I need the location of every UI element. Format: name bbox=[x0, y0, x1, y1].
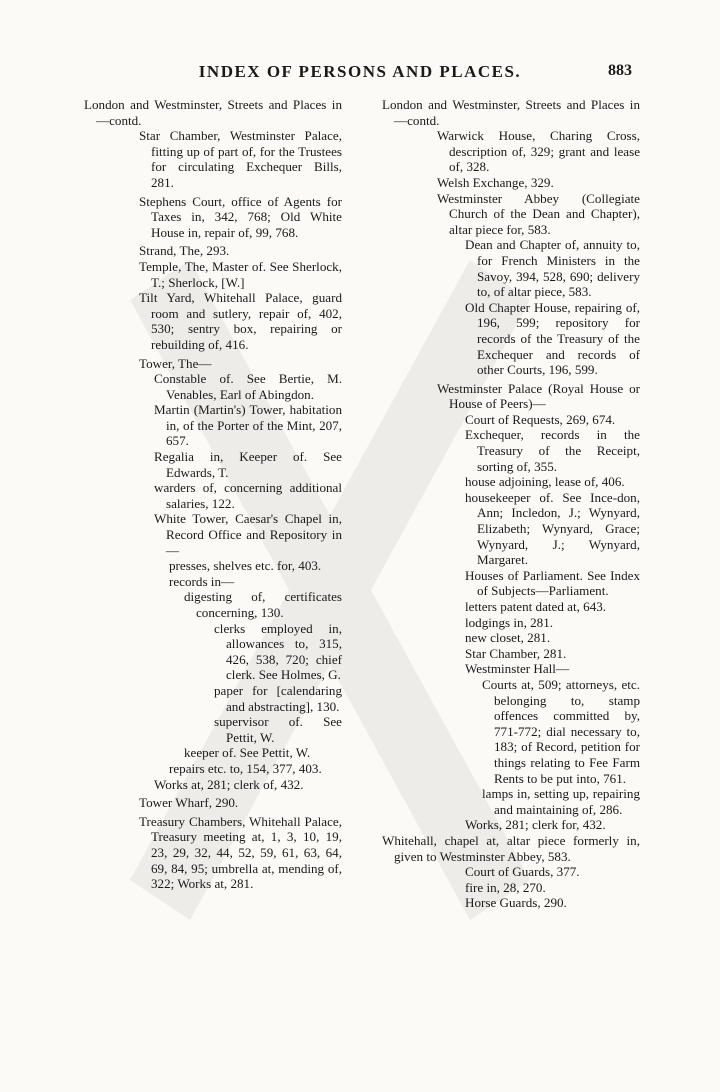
index-entry: London and Westminster, Streets and Places in—contd. bbox=[84, 97, 342, 128]
index-entry: warders of, concerning additional salaries, 122. bbox=[154, 480, 342, 511]
index-entry: Warwick House, Charing Cross, description of, 329; grant and lease of, 328. bbox=[437, 128, 640, 175]
index-entry: Exchequer, records in the Treasury of the Receipt, sorting of, 355. bbox=[465, 427, 640, 474]
index-entry: lamps in, setting up, repairing and maintaining of, 286. bbox=[482, 786, 640, 817]
index-entry: Strand, The, 293. bbox=[139, 243, 230, 259]
index-entry: Houses of Parliament. See Index of Subjects—Parliament. bbox=[465, 567, 640, 599]
index-entry: Horse Guards, 290. bbox=[465, 895, 567, 911]
index-entry: keeper of. See Pettit, W. bbox=[184, 745, 311, 761]
index-entry: housekeeper of. See Ince-don, Ann; Incledon, J.; Wynyard, Elizabeth; Wynyard, Grace; Wynyard, J.; Wynyard, Margaret. bbox=[465, 489, 640, 568]
index-entry: Whitehall, chapel at, altar piece formerly in, given to Westminster Abbey, 583. bbox=[382, 832, 640, 864]
index-entry: paper for [calendaring and abstracting], 130. bbox=[214, 682, 342, 714]
index-entry: lodgings in, 281. bbox=[465, 614, 554, 630]
index-entry: Stephens Court, office of Agents for Taxes in, 342, 768; Old White House in, repair of, 99, 768. bbox=[139, 193, 342, 240]
index-entry: London and Westminster, Streets and Places in—contd. bbox=[382, 97, 640, 128]
index-entry: supervisor of. See Pettit, W. bbox=[214, 714, 342, 745]
index-entry: Star Chamber, 281. bbox=[465, 645, 567, 661]
index-entry: new closet, 281. bbox=[465, 630, 551, 646]
index-entry: Regalia in, Keeper of. See Edwards, T. bbox=[154, 449, 342, 480]
index-entry: records in— bbox=[169, 573, 235, 589]
index-column-right bbox=[382, 97, 640, 911]
index-entry: Star Chamber, Westminster Palace, fitting up of part of, for the Trustees for circulating Exchequer Bills, 281. bbox=[139, 128, 342, 190]
index-entry: Welsh Exchange, 329. bbox=[437, 174, 554, 190]
index-entry: Dean and Chapter of, annuity to, for French Ministers in the Savoy, 394, 528, 690; delivery to, of altar piece, 583. bbox=[465, 237, 640, 300]
index-entry: White Tower, Caesar's Chapel in, Record Office and Repository in— bbox=[154, 511, 342, 558]
index-entry: Temple, The, Master of. See Sherlock, T.; Sherlock, [W.] bbox=[139, 258, 342, 290]
index-entry: Treasury Chambers, Whitehall Palace, Treasury meeting at, 1, 3, 10, 19, 23, 29, 32, 44, 52, 59, 61, 63, 64, 69, 84, 95; umbrella at, mending of, 322; Works at, 281. bbox=[139, 813, 342, 892]
index-column-left bbox=[84, 97, 342, 892]
index-entry: letters patent dated at, 643. bbox=[465, 599, 607, 614]
index-entry: Court of Guards, 377. bbox=[465, 864, 580, 880]
index-entry: Westminster Hall— bbox=[465, 661, 570, 677]
index-entry: Martin (Martin's) Tower, habitation in, of the Porter of the Mint, 207, 657. bbox=[154, 402, 342, 449]
index-entry: clerks employed in, allowances to, 315, 426, 538, 720; chief clerk. See Holmes, G. bbox=[214, 620, 342, 683]
index-entry: fire in, 28, 270. bbox=[465, 879, 546, 895]
page-title: INDEX OF PERSONS AND PLACES. bbox=[198, 62, 522, 81]
index-entry: Court of Requests, 269, 674. bbox=[465, 411, 616, 427]
index-entry: Tower Wharf, 290. bbox=[139, 795, 239, 811]
index-entry: Works, 281; clerk for, 432. bbox=[465, 817, 606, 833]
index-entry: Works at, 281; clerk of, 432. bbox=[154, 776, 304, 792]
index-entry: Old Chapter House, repairing of, 196, 599; repository for records of the Treasury of the Exchequer and records of other Courts, 196, 599. bbox=[465, 299, 640, 378]
index-entry: repairs etc. to, 154, 377, 403. bbox=[169, 760, 322, 776]
index-entry: digesting of, certificates concerning, 130. bbox=[184, 589, 342, 620]
index-entry: presses, shelves etc. for, 403. bbox=[169, 558, 322, 574]
index-entry: house adjoining, lease of, 406. bbox=[465, 474, 625, 490]
index-entry: Tilt Yard, Whitehall Palace, guard room and sutlery, repair of, 402, 530; sentry box, repairing or rebuilding of, 416. bbox=[139, 290, 342, 352]
index-entry: Courts at, 509; attorneys, etc. belonging to, stamp offences committed by, 771-772; dial necessary to, 183; of Record, petition for things relating to Fee Farm Rents to be put into, 761. bbox=[482, 676, 640, 786]
page-number: 883 bbox=[608, 62, 632, 79]
index-entry: Westminster Palace (Royal House or House of Peers)— bbox=[437, 380, 640, 412]
index-entry: Constable of. See Bertie, M. Venables, Earl of Abingdon. bbox=[154, 371, 342, 402]
index-entry: Tower, The— bbox=[139, 355, 212, 371]
index-entry: Westminster Abbey (Collegiate Church of the Dean and Chapter), altar piece for, 583. bbox=[437, 190, 640, 237]
